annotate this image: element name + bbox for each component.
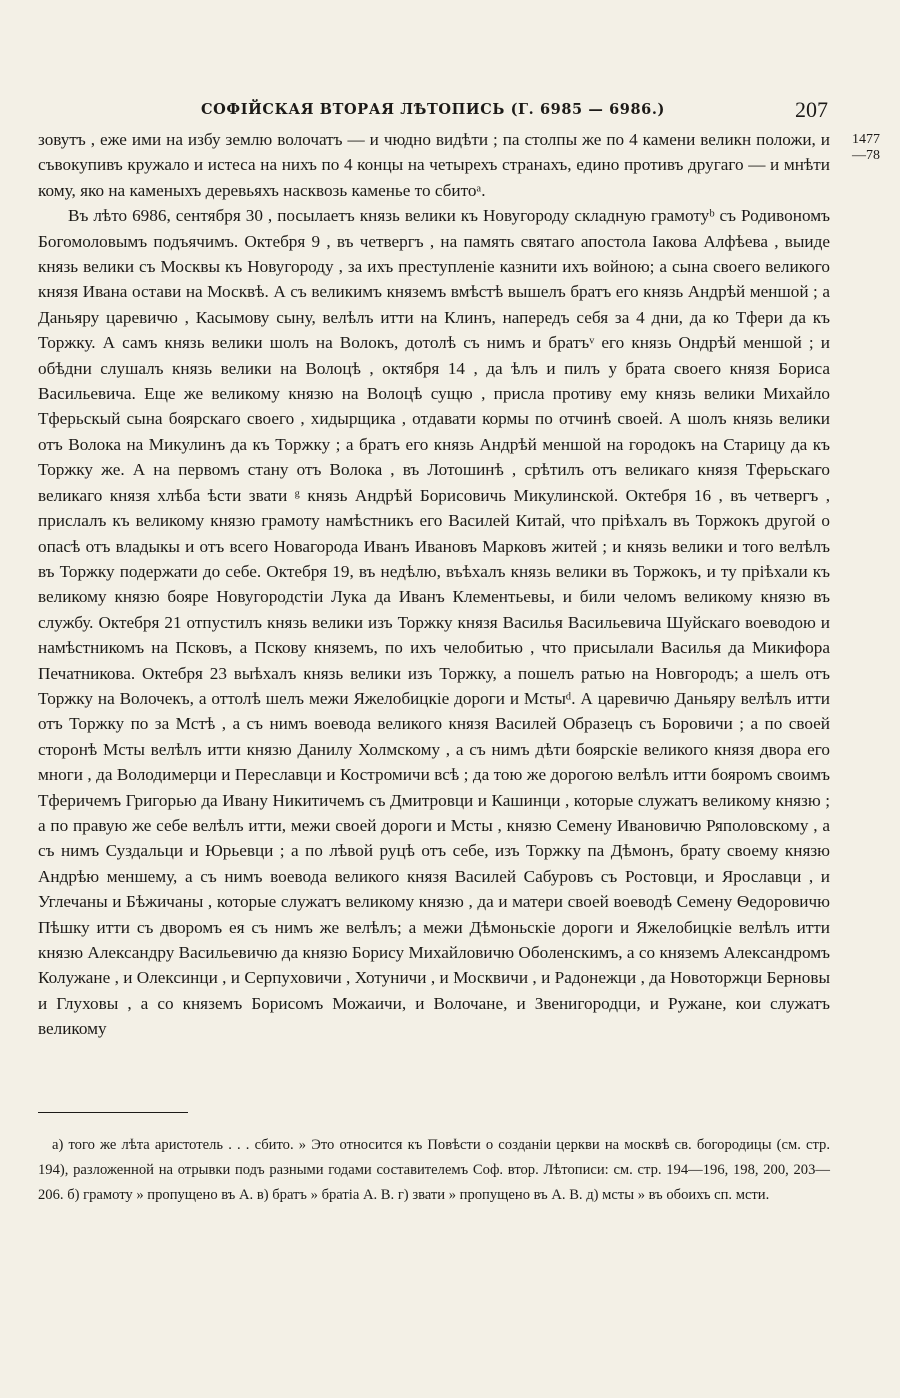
margin-year-start: 1477 <box>852 132 880 147</box>
paragraph-2: Въ лѣто 6986, сентября 30 , посылаетъ князь велики къ Новугороду складную грамотуᵇ съ Родивономъ Богомоловымъ подъячимъ. Октебря 9 , въ четвергъ , на память святаго апостола Іакова Алфѣева , выиде князь велики съ Москвы къ Новугороду , за ихъ преступленіе казнити ихъ войною; а сына своего великого князя Ивана остави на Москвѣ. А съ великимъ княземъ вмѣстѣ вышелъ братъ его князь Андрѣй меншой ; а Даньяру царевичю , Касымову сыну, велѣлъ итти на Клинъ, напередъ себя за 4 дни, да ко Тфери да къ Торжку. А самъ князь велики шолъ на Волокъ, дотолѣ съ нимъ и братъᵛ его князь Ондрѣй меншой ; и обѣдни слушалъ князь велики на Волоцѣ , октября 14 , да ѣлъ и пилъ у брата своего князя Бориса Васильевича. Еще же великому князю на Волоцѣ сущю , присла противу ему князь велики Михайло Тферьскый сына боярскаго своего , хидырщика , отдавати кормы по отчинѣ своей. А шолъ князь велики отъ Волока на Микулинъ да къ Торжку ; а братъ его князь Андрѣй меншой на городокъ на Старицу да къ Торжку же. А на первомъ стану отъ Волока , въ Лотошинѣ , срѣтилъ отъ великаго князя Тферьскаго великаго князя хлѣба ѣсти звати ᵍ князь Андрѣй Борисовичь Микулинской. Октебря 16 , въ четвергъ , прислалъ къ великому князю грамоту намѣстникъ его Василей Китай, что пріѣхалъ въ Торжокъ другой о опасѣ отъ владыкы и отъ всего Новагорода Иванъ Ивановъ Марковъ житей ; и князь велики и того велѣлъ въ Торжку подержати до себе. Октебря 19, въ недѣлю, въѣхалъ князь велики въ Торжокъ, и ту пріѣхали къ великому князю бояре Новугородстіи Лука да Иванъ Клементьевы, и били челомъ великому князю въ службу. Октебря 21 отпустилъ князь велики изъ Торжку князя Василья Васильевича Шуйскаго воеводою и намѣстникомъ на Псковъ, а Пскову княземъ, по ихъ челобитью , что присылали Василья да Микифора Печатникова. Октебря 23 выѣхалъ князь велики изъ Торжку, а пошелъ ратью на Новгородъ; а шелъ отъ Торжку на Волочекъ, а оттолѣ шелъ межи Яжелобицкіе дороги и Мстыᵈ. А царевичю Даньяру велѣлъ итти отъ Торжку по за Мстѣ , а съ нимъ воевода великого князя Василей Образецъ съ Боровичи ; а по своей сторонѣ Мсты велѣлъ итти князю Данилу Холмскому , а съ нимъ дѣти боярскіе великого князя двора его многи , да Володимерци и Переславци и Костромичи всѣ ; да тою же дорогою велѣлъ итти бояромъ своимъ Тферичемъ Григорью да Ивану Никитичемъ съ Дмитровци и Кашинци , которые служатъ великому князю ; а по правую же себе велѣлъ итти, межи своей дороги и Мсты , князю Семену Ивановичю Ряполовскому , а съ нимъ Суздальци и Юрьевци ; а по лѣвой руцѣ отъ себе, изъ Торжку па Дѣмонъ, брату своему князю Андрѣю меншему, а съ нимъ воевода великого князя Василей Сабуровъ съ Ростовци, и Ярославци , и Углечаны и Бѣжичаны , которые служатъ великому князю , да и матери своей воеводѣ Семену Ѳедоровичю Пѣшку итти съ дворомъ ея съ нимъ же велѣлъ; а межи Дѣмоньскіе дороги и Яжелобицкіе велѣлъ итти князю Александру Васильевичю да князю Борису Михайловичю Оболенскимъ, а со княземъ Александромъ Колужане , и Олексинци , и Серпуховичи , Хотуничи , и Москвичи , и Радонежци , да Новоторжци Берновы и Глуховы , а со княземъ Борисомъ Можаичи, и Волочане, и Звенигородци, и Ружане, кои служатъ великому <box>38 206 830 1039</box>
margin-year-cont: —78 <box>852 148 880 163</box>
footnotes <box>38 1133 830 1208</box>
margin-years <box>834 132 880 164</box>
running-title: СОФІЙСКАЯ ВТОРАЯ ЛѢТОПИСЬ (Г. 6985 — 6986.) <box>201 101 665 118</box>
footnote-text: а) того же лѣта аристотель . . . сбито. » Это относится къ Повѣсти о созданіи церкви на москвѣ св. богородицы (см. стр. 194), разложенной на отрывки подъ разными годами составителемъ Соф. втор. Лѣтописи: см. стр. 194—196, 198, 200, 203—206. б) грамоту » пропущено въ А. в) братъ » братіа А. В. г) звати » пропущено въ А. В. д) мсты » въ обоихъ сп. мсти. <box>38 1137 830 1203</box>
page-header <box>38 97 828 129</box>
footnote-rule <box>38 1112 188 1113</box>
paragraph-1: зовутъ , еже ими на избу землю волочатъ — и чюдно видѣти ; па столпы же по 4 камени великн положи, и съвокупивъ кружало и истеса на нихъ по 4 концы на четырехъ странахъ, едино противъ другаго — и мнѣти кому, яко на каменыхъ деревьяхъ насквозь каменье то сбитоᵃ. <box>38 130 830 200</box>
main-text <box>38 127 830 1042</box>
page-number: 207 <box>795 97 828 122</box>
